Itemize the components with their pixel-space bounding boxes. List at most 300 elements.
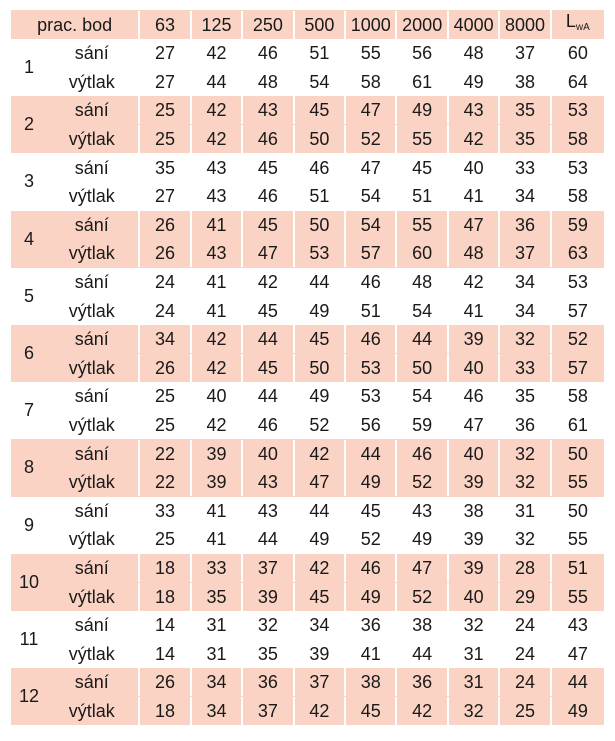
level-value: 24 (498, 611, 549, 639)
operating-point-number: 7 (23, 400, 34, 421)
level-value: 24 (138, 297, 189, 325)
level-value: 45 (293, 583, 344, 611)
operating-point-group (11, 39, 604, 96)
level-value: 34 (293, 611, 344, 639)
lwa-value: 58 (550, 382, 604, 410)
label-discharge: výtlak (68, 472, 115, 493)
level-value: 54 (344, 182, 395, 210)
level-value: 50 (395, 354, 446, 382)
level-value: 42 (190, 96, 241, 124)
label-suction: sání (74, 443, 109, 464)
level-value: 18 (138, 554, 189, 582)
level-value: 35 (138, 154, 189, 182)
operating-point-number: 11 (19, 628, 39, 649)
table-row (11, 296, 604, 325)
level-value: 47 (344, 154, 395, 182)
level-value: 49 (344, 468, 395, 496)
level-value: 44 (241, 382, 292, 410)
table-row (11, 39, 604, 68)
table-row (11, 668, 604, 697)
level-value: 41 (344, 640, 395, 668)
lwa-value: 57 (550, 297, 604, 325)
level-value: 39 (447, 554, 498, 582)
operating-point-group (11, 96, 604, 153)
level-value: 32 (498, 525, 549, 553)
label-discharge: výtlak (68, 643, 115, 664)
level-value: 47 (447, 211, 498, 239)
level-value: 44 (293, 497, 344, 525)
table-row (11, 439, 604, 468)
level-value: 58 (344, 68, 395, 96)
level-value: 57 (344, 239, 395, 267)
table-row (11, 354, 604, 383)
level-value: 42 (447, 125, 498, 153)
header-freq: 4000 (447, 11, 498, 39)
level-value: 32 (447, 611, 498, 639)
level-value: 36 (498, 211, 549, 239)
header-freq: 125 (190, 11, 241, 39)
level-value: 35 (498, 96, 549, 124)
level-value: 39 (293, 640, 344, 668)
level-value: 24 (138, 268, 189, 296)
level-value: 41 (447, 297, 498, 325)
lwa-symbol: L (565, 11, 576, 31)
level-value: 34 (190, 668, 241, 696)
level-value: 50 (293, 211, 344, 239)
lwa-value: 55 (550, 583, 604, 611)
level-value: 46 (395, 440, 446, 468)
level-value: 28 (498, 554, 549, 582)
level-value: 61 (395, 68, 446, 96)
level-value: 43 (447, 96, 498, 124)
level-value: 50 (293, 125, 344, 153)
level-value: 46 (241, 182, 292, 210)
level-value: 42 (395, 697, 446, 725)
level-value: 44 (241, 325, 292, 353)
level-value: 37 (293, 668, 344, 696)
level-value: 32 (498, 468, 549, 496)
level-value: 59 (395, 411, 446, 439)
level-value: 56 (344, 411, 395, 439)
level-value: 40 (447, 583, 498, 611)
level-value: 46 (344, 268, 395, 296)
level-value: 18 (138, 697, 189, 725)
table-row (11, 611, 604, 640)
operating-point-number: 10 (18, 571, 40, 592)
level-value: 37 (498, 239, 549, 267)
level-value: 49 (447, 68, 498, 96)
label-discharge: výtlak (68, 71, 115, 92)
level-value: 43 (395, 497, 446, 525)
level-value: 26 (138, 354, 189, 382)
label-suction: sání (74, 329, 109, 350)
lwa-value: 44 (550, 668, 604, 696)
table-row (11, 639, 604, 668)
level-value: 24 (498, 640, 549, 668)
label-suction: sání (74, 214, 109, 235)
level-value: 41 (190, 525, 241, 553)
header-freq: 63 (138, 11, 189, 39)
level-value: 27 (138, 68, 189, 96)
level-value: 18 (138, 583, 189, 611)
lwa-value: 53 (550, 96, 604, 124)
level-value: 54 (395, 297, 446, 325)
level-value: 31 (190, 640, 241, 668)
level-value: 35 (190, 583, 241, 611)
level-value: 55 (344, 39, 395, 67)
level-value: 39 (447, 325, 498, 353)
level-value: 45 (241, 354, 292, 382)
lwa-value: 49 (550, 697, 604, 725)
table-row (11, 411, 604, 440)
level-value: 42 (190, 411, 241, 439)
header-freq: 2000 (395, 11, 446, 39)
level-value: 51 (395, 182, 446, 210)
level-value: 42 (190, 39, 241, 67)
level-value: 33 (498, 354, 549, 382)
level-value: 39 (241, 583, 292, 611)
level-value: 32 (498, 325, 549, 353)
label-discharge: výtlak (68, 700, 115, 721)
level-value: 31 (190, 611, 241, 639)
level-value: 45 (293, 325, 344, 353)
level-value: 25 (138, 125, 189, 153)
operating-point-group (11, 268, 604, 325)
level-value: 40 (447, 440, 498, 468)
level-value: 44 (395, 325, 446, 353)
level-value: 40 (190, 382, 241, 410)
level-value: 26 (138, 239, 189, 267)
operating-point-group (11, 211, 604, 268)
level-value: 46 (344, 325, 395, 353)
level-value: 44 (293, 268, 344, 296)
level-value: 14 (138, 640, 189, 668)
level-value: 46 (241, 125, 292, 153)
operating-point-number: 3 (23, 171, 34, 192)
level-value: 38 (498, 68, 549, 96)
operating-point-number: 4 (23, 228, 34, 249)
lwa-value: 53 (550, 268, 604, 296)
noise-table (11, 10, 604, 725)
level-value: 45 (293, 96, 344, 124)
level-value: 42 (190, 325, 241, 353)
level-value: 25 (138, 525, 189, 553)
operating-point-number: 1 (23, 57, 34, 77)
operating-point-number: 5 (23, 285, 34, 306)
label-discharge: výtlak (68, 129, 115, 150)
level-value: 25 (138, 382, 189, 410)
level-value: 54 (395, 382, 446, 410)
table-row (11, 239, 604, 268)
level-value: 31 (498, 497, 549, 525)
level-value: 44 (241, 525, 292, 553)
level-value: 37 (241, 697, 292, 725)
level-value: 34 (498, 182, 549, 210)
label-suction: sání (74, 272, 109, 293)
level-value: 47 (344, 96, 395, 124)
level-value: 48 (241, 68, 292, 96)
level-value: 49 (395, 96, 446, 124)
level-value: 43 (190, 154, 241, 182)
label-discharge: výtlak (68, 243, 115, 264)
table-row (11, 96, 604, 125)
level-value: 26 (138, 668, 189, 696)
operating-point-number: 12 (18, 686, 40, 707)
label-discharge: výtlak (68, 529, 115, 550)
level-value: 49 (293, 297, 344, 325)
level-value: 45 (344, 697, 395, 725)
level-value: 48 (395, 268, 446, 296)
label-suction: sání (74, 672, 109, 693)
label-discharge: výtlak (68, 586, 115, 607)
lwa-value: 50 (550, 440, 604, 468)
table-row (11, 325, 604, 354)
level-value: 37 (241, 554, 292, 582)
lwa-value: 43 (550, 611, 604, 639)
level-value: 34 (190, 697, 241, 725)
level-value: 36 (241, 668, 292, 696)
operating-point-number: 9 (23, 514, 34, 535)
level-value: 31 (447, 668, 498, 696)
level-value: 56 (395, 39, 446, 67)
table-row (11, 382, 604, 411)
level-value: 52 (344, 125, 395, 153)
level-value: 48 (447, 39, 498, 67)
level-value: 49 (395, 525, 446, 553)
header-operating-point: prac. bod (37, 14, 113, 35)
operating-point-group (11, 325, 604, 382)
lwa-value: 63 (550, 239, 604, 267)
level-value: 47 (447, 411, 498, 439)
lwa-value: 50 (550, 497, 604, 525)
level-value: 44 (395, 640, 446, 668)
lwa-value: 51 (550, 554, 604, 582)
level-value: 44 (190, 68, 241, 96)
level-value: 53 (344, 354, 395, 382)
level-value: 27 (138, 182, 189, 210)
lwa-value: 53 (550, 154, 604, 182)
lwa-subscript: wA (575, 22, 590, 33)
level-value: 54 (293, 68, 344, 96)
operating-point-number: 6 (23, 342, 34, 363)
level-value: 51 (344, 297, 395, 325)
level-value: 29 (498, 583, 549, 611)
table-row (11, 125, 604, 154)
operating-point-group (11, 611, 604, 668)
level-value: 43 (241, 497, 292, 525)
level-value: 38 (344, 668, 395, 696)
table-row (11, 468, 604, 497)
level-value: 41 (190, 497, 241, 525)
level-value: 52 (293, 411, 344, 439)
lwa-value: 52 (550, 325, 604, 353)
table-row (11, 153, 604, 182)
level-value: 22 (138, 468, 189, 496)
table-header (11, 10, 604, 39)
level-value: 24 (498, 668, 549, 696)
level-value: 53 (344, 382, 395, 410)
level-value: 42 (293, 440, 344, 468)
table-row (11, 554, 604, 583)
level-value: 38 (447, 497, 498, 525)
operating-point-group (11, 668, 604, 725)
level-value: 43 (190, 239, 241, 267)
level-value: 36 (498, 411, 549, 439)
header-freq: 250 (241, 11, 292, 39)
level-value: 45 (395, 154, 446, 182)
level-value: 32 (447, 697, 498, 725)
level-value: 22 (138, 440, 189, 468)
level-value: 46 (293, 154, 344, 182)
level-value: 39 (447, 525, 498, 553)
label-suction: sání (74, 157, 109, 178)
level-value: 47 (293, 468, 344, 496)
table-row (11, 582, 604, 611)
level-value: 35 (498, 125, 549, 153)
level-value: 40 (447, 154, 498, 182)
level-value: 55 (395, 211, 446, 239)
level-value: 35 (241, 640, 292, 668)
level-value: 42 (241, 268, 292, 296)
table-row (11, 268, 604, 297)
level-value: 60 (395, 239, 446, 267)
lwa-value: 58 (550, 182, 604, 210)
label-suction: sání (74, 500, 109, 521)
level-value: 34 (498, 297, 549, 325)
level-value: 45 (241, 297, 292, 325)
level-value: 36 (344, 611, 395, 639)
operating-point-number: 2 (23, 114, 34, 135)
table-row (11, 525, 604, 554)
table-row (11, 68, 604, 97)
level-value: 25 (138, 411, 189, 439)
table-row (11, 182, 604, 211)
level-value: 39 (447, 468, 498, 496)
label-discharge: výtlak (68, 415, 115, 436)
level-value: 42 (190, 354, 241, 382)
level-value: 27 (138, 39, 189, 67)
label-discharge: výtlak (68, 357, 115, 378)
level-value: 43 (241, 96, 292, 124)
operating-point-group (11, 439, 604, 496)
level-value: 45 (241, 211, 292, 239)
level-value: 49 (344, 583, 395, 611)
level-value: 37 (498, 39, 549, 67)
level-value: 40 (447, 354, 498, 382)
lwa-value: 61 (550, 411, 604, 439)
label-suction: sání (74, 386, 109, 407)
level-value: 46 (344, 554, 395, 582)
operating-point-group (11, 554, 604, 611)
level-value: 41 (190, 297, 241, 325)
table-row (11, 211, 604, 240)
level-value: 54 (344, 211, 395, 239)
level-value: 42 (190, 125, 241, 153)
level-value: 34 (498, 268, 549, 296)
level-value: 52 (344, 525, 395, 553)
level-value: 43 (241, 468, 292, 496)
level-value: 47 (241, 239, 292, 267)
level-value: 39 (190, 468, 241, 496)
table-row (11, 697, 604, 726)
lwa-value: 60 (550, 39, 604, 67)
label-discharge: výtlak (68, 300, 115, 321)
lwa-value: 59 (550, 211, 604, 239)
header-lwa (550, 7, 604, 42)
level-value: 33 (138, 497, 189, 525)
level-value: 50 (293, 354, 344, 382)
level-value: 46 (241, 39, 292, 67)
level-value: 42 (447, 268, 498, 296)
level-value: 52 (395, 583, 446, 611)
operating-point-group (11, 497, 604, 554)
level-value: 41 (190, 268, 241, 296)
level-value: 31 (447, 640, 498, 668)
level-value: 32 (498, 440, 549, 468)
level-value: 52 (395, 468, 446, 496)
level-value: 46 (241, 411, 292, 439)
level-value: 46 (447, 382, 498, 410)
lwa-value: 58 (550, 125, 604, 153)
level-value: 49 (293, 525, 344, 553)
level-value: 34 (138, 325, 189, 353)
header-freq: 8000 (498, 11, 549, 39)
level-value: 51 (293, 182, 344, 210)
level-value: 48 (447, 239, 498, 267)
level-value: 47 (395, 554, 446, 582)
level-value: 42 (293, 697, 344, 725)
label-suction: sání (74, 615, 109, 636)
level-value: 33 (498, 154, 549, 182)
level-value: 51 (293, 39, 344, 67)
level-value: 26 (138, 211, 189, 239)
header-freq: 1000 (344, 11, 395, 39)
label-suction: sání (74, 557, 109, 578)
label-suction: sání (74, 43, 109, 64)
level-value: 55 (395, 125, 446, 153)
level-value: 32 (241, 611, 292, 639)
lwa-value: 57 (550, 354, 604, 382)
table-row (11, 497, 604, 526)
level-value: 14 (138, 611, 189, 639)
level-value: 42 (293, 554, 344, 582)
operating-point-number: 8 (23, 457, 34, 478)
lwa-value: 55 (550, 468, 604, 496)
operating-point-group (11, 382, 604, 439)
label-discharge: výtlak (68, 186, 115, 207)
level-value: 41 (190, 211, 241, 239)
level-value: 33 (190, 554, 241, 582)
level-value: 38 (395, 611, 446, 639)
level-value: 39 (190, 440, 241, 468)
level-value: 43 (190, 182, 241, 210)
level-value: 45 (241, 154, 292, 182)
level-value: 53 (293, 239, 344, 267)
level-value: 25 (138, 96, 189, 124)
level-value: 40 (241, 440, 292, 468)
level-value: 45 (344, 497, 395, 525)
lwa-value: 64 (550, 68, 604, 96)
level-value: 41 (447, 182, 498, 210)
header-freq: 500 (293, 11, 344, 39)
operating-point-group (11, 153, 604, 210)
label-suction: sání (74, 100, 109, 121)
level-value: 49 (293, 382, 344, 410)
lwa-value: 55 (550, 525, 604, 553)
level-value: 25 (498, 697, 549, 725)
lwa-value: 47 (550, 640, 604, 668)
level-value: 35 (498, 382, 549, 410)
